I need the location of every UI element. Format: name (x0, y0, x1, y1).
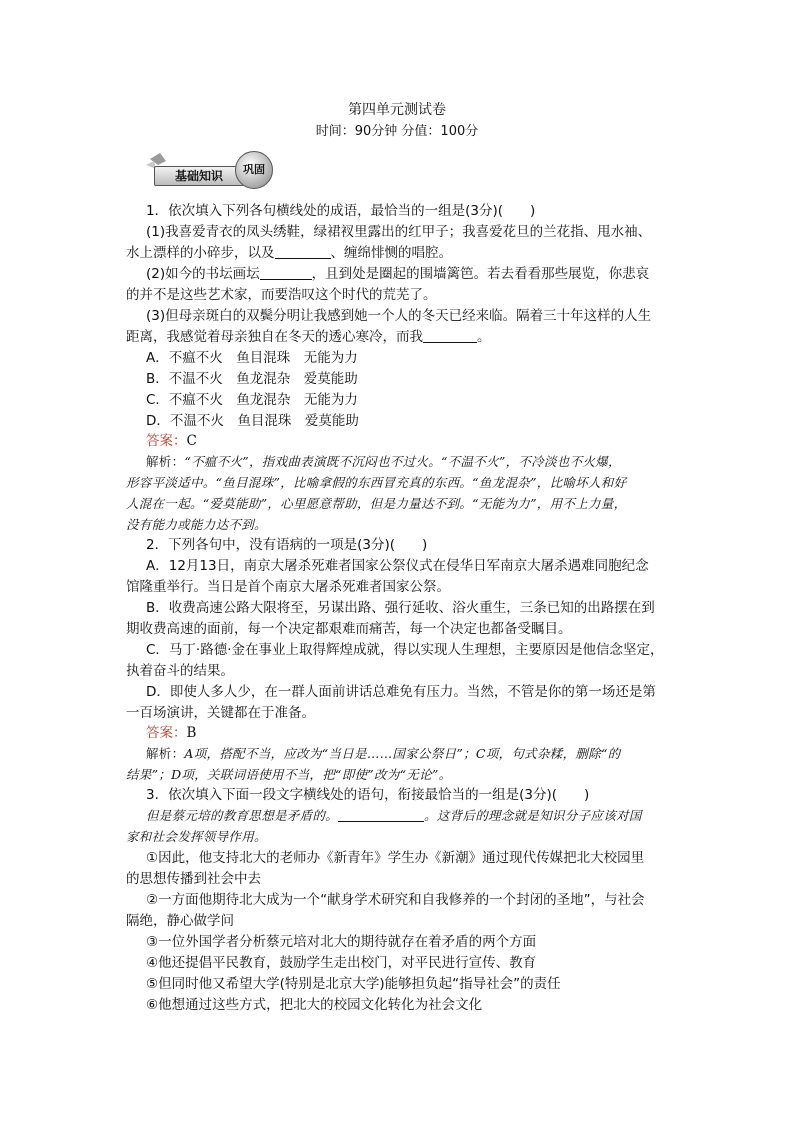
q2-answer-label: 答案： (146, 725, 187, 741)
q1-analysis-line-2: 形容平淡适中。“鱼目混珠”，比喻拿假的东西冒充真的东西。“鱼龙混杂”，比喻坏人和好 (126, 475, 627, 490)
q2-analysis-text-1: A项，搭配不当，应改为“当日是……国家公祭日”；C项，句式杂糅，删除“的 (184, 746, 621, 761)
q3-item-2-line-1: ②一方面他期待北大成为一个“献身学术研究和自我修养的一个封闭的圣地”，与社会 (146, 892, 645, 908)
q1-analysis-text-1: “不瘟不火”，指戏曲表演既不沉闷也不过火。“不温不火”，不冷淡也不火爆， (184, 454, 621, 469)
q1-sentence-2a-text: (2)如今的书坛画坛 (146, 266, 260, 282)
q2-answer-value: B (186, 725, 197, 741)
time-score-info: 时间：90分钟 分值：100分 (315, 124, 479, 139)
q1-sentence-1b-text: 水上漂样的小碎步，以及 (126, 245, 275, 261)
q3-item-4: ④他还提倡平民教育，鼓励学生走出校门，对平民进行宣传、教育 (146, 955, 537, 971)
q1-blank-2[interactable] (260, 265, 312, 280)
q1-sentence-3a: (3)但母亲斑白的双鬓分明让我感到她一个人的冬天已经来临。隔着三十年这样的人生 (146, 308, 652, 324)
q1-analysis-line-1 (146, 453, 621, 471)
q3-passage-text-1: 但是蔡元培的教育思想是矛盾的。 (146, 808, 339, 823)
q1-sentence-3b (126, 328, 491, 346)
q3-item-2-line-2: 隔绝，静心做学问 (126, 913, 234, 929)
q1-sentence-3b-text: 距离，我感觉着母亲独自在冬天的透心寒冷，而我 (126, 329, 423, 345)
q1-blank-3[interactable] (423, 328, 477, 343)
q1-sentence-1b (126, 244, 452, 262)
q1-answer (146, 432, 197, 450)
q2-option-b-line-2[interactable]: 期收费高速的面前，每一个决定都艰难而痛苦，每一个决定也都备受瞩目。 (126, 621, 572, 637)
q3-stem: 3．依次填入下面一段文字横线处的语句，衔接最恰当的一组是(3分)( ) (146, 787, 590, 803)
q1-sentence-2a-end: ，且到处是圈起的围墙篱笆。若去看看那些展览，你悲哀 (311, 266, 650, 282)
q1-sentence-1b-end: 、缠绵悱恻的唱腔。 (330, 245, 452, 261)
q1-stem: 1．依次填入下列各句横线处的成语，最恰当的一组是(3分)( ) (146, 203, 536, 219)
q3-passage-line-2: 家和社会发挥领导作用。 (126, 829, 267, 844)
q1-analysis-line-3: 人混在一起。“爱莫能助”，心里愿意帮助，但是力量达不到。“无能为力”，用不上力量， (126, 496, 627, 511)
q3-passage-line-1 (146, 807, 642, 825)
q3-item-6: ⑥他想通过这些方式，把北大的校园文化转化为社会文化 (146, 997, 483, 1013)
q1-sentence-3b-end: 。 (477, 329, 491, 345)
q2-answer (146, 724, 196, 742)
q2-option-c-line-2[interactable]: 执着奋斗的结果。 (126, 663, 234, 679)
q3-item-3: ③一位外国学者分析蔡元培对北大的期待就存在着矛盾的两个方面 (146, 934, 537, 950)
q3-blank[interactable] (338, 807, 424, 822)
q1-analysis-label: 解析： (146, 454, 185, 469)
q2-option-d-line-1[interactable]: D．即使人多人少，在一群人面前讲话总难免有压力。当然，不管是你的第一场还是第 (146, 684, 656, 700)
q2-option-d-line-2[interactable]: 一百场演讲，关键都在于准备。 (126, 705, 315, 721)
q2-option-a-line-2[interactable]: 馆隆重举行。当日是首个南京大屠杀死难者国家公祭。 (126, 579, 450, 595)
q1-blank-1[interactable] (275, 244, 331, 259)
q1-option-d[interactable]: D．不温不火 鱼目混珠 爱莫能助 (146, 413, 359, 429)
q2-option-b-line-1[interactable]: B．收费高速公路大限将至，另谋出路、强行延收、浴火重生，三条已知的出路摆在到 (146, 600, 655, 616)
q2-analysis-label: 解析： (146, 746, 185, 761)
q1-answer-value: C (186, 433, 197, 449)
q1-option-b[interactable]: B．不温不火 鱼龙混杂 爱莫能助 (146, 371, 358, 387)
q2-option-c-line-1[interactable]: C．马丁·路德·金在事业上取得辉煌成就，得以实现人生理想，主要原因是他信念坚定， (146, 642, 664, 658)
q1-sentence-1a: (1)我喜爱青衣的凤头绣鞋，绿裙衩里露出的红甲子；我喜爱花旦的兰花指、甩水袖、 (146, 224, 652, 240)
q1-analysis-line-4: 没有能力或能力达不到。 (126, 517, 267, 532)
q2-analysis-line-1 (146, 745, 620, 763)
q3-item-5: ⑤但同时他又希望大学(特别是北京大学)能够担负起“指导社会”的责任 (146, 976, 561, 992)
q1-option-a[interactable]: A．不瘟不火 鱼目混珠 无能为力 (146, 350, 358, 366)
section-badge-label: 基础知识 (154, 166, 244, 186)
q3-item-1-line-1: ①因此，他支持北大的老师办《新青年》学生办《新潮》通过现代传媒把北大校园里 (146, 850, 645, 866)
q3-passage-text-2: 。这背后的理念就是知识分子应该对国 (424, 808, 642, 823)
q2-stem: 2．下列各句中，没有语病的一项是(3分)( ) (146, 537, 428, 553)
q2-analysis-line-2: 结果”；D项，关联词语使用不当，把“即使”改为“无论”。 (126, 767, 452, 782)
q1-option-c[interactable]: C．不瘟不火 鱼龙混杂 无能为力 (146, 392, 358, 408)
q1-answer-label: 答案： (146, 433, 187, 449)
q2-option-a-line-1[interactable]: A．12月13日，南京大屠杀死难者国家公祭仪式在侵华日军南京大屠杀遇难同胞纪念 (146, 558, 649, 574)
q1-sentence-2b: 的并不是这些艺术家，而要浩叹这个时代的荒芜了。 (126, 287, 437, 303)
page-title: 第四单元测试卷 (348, 102, 446, 118)
q1-sentence-2a (146, 265, 649, 283)
q3-item-1-line-2: 的思想传播到社会中去 (126, 871, 261, 887)
section-badge-circle: 巩固 (235, 151, 273, 189)
